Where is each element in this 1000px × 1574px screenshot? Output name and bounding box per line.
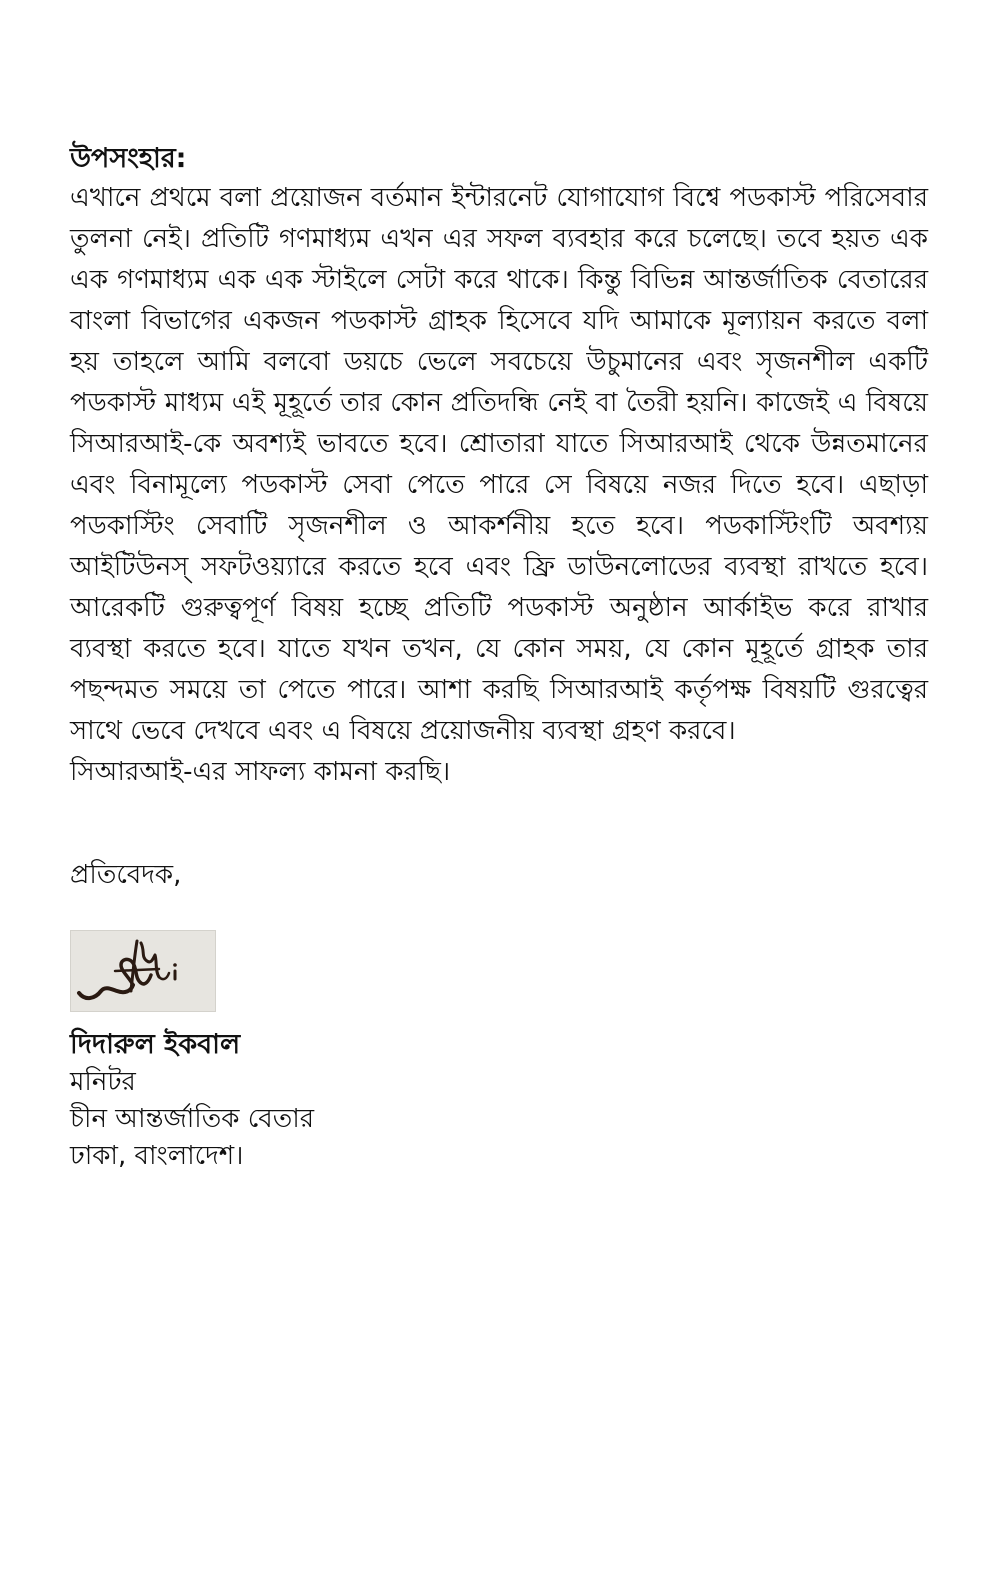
conclusion-paragraph: এখানে প্রথমে বলা প্রয়োজন বর্তমান ইন্টারনেট যোগাযোগ বিশ্বে পডকাস্ট পরিসেবার তুলনা নেই। প্রতিটি গণমাধ্যম এখন এর সফল ব্যবহার করে চলেছে। তবে হয়ত এক এক গণমাধ্যম এক এক স্টাইলে সেটা করে থাকে। কিন্তু বিভিন্ন আন্তর্জাতিক বেতারের বাংলা বিভাগের একজন পডকাস্ট গ্রাহক হিসেবে যদি আমাকে মূল্যায়ন করতে বলা হয় তাহলে আমি বলবো ডয়চে ভেলে সবচেয়ে উচুমানের এবং সৃজনশীল একটি পডকাস্ট মাধ্যম এই মূহূর্তে তার কোন প্রতিদন্ধি নেই বা তৈরী হয়নি। কাজেই এ বিষয়ে সিআরআই-কে অবশ্যই ভাবতে হবে। শ্রোতারা যাতে সিআরআই থেকে উন্নতমানের এবং বিনামূল্যে পডকাস্ট সেবা পেতে পারে সে বিষয়ে নজর দিতে হবে। এছাড়া পডকাস্টিং সেবাটি সৃজনশীল ও আকর্শনীয় হতে হবে। পডকাস্টিংটি অবশ্যয় আইটিউনস্ সফটওয়্যারে করতে হবে এবং ফ্রি ডাউনলোডের ব্যবস্থা রাখতে হবে। আরেকটি গুরুত্বপূর্ণ বিষয় হচ্ছে প্রতিটি পডকাস্ট অনুষ্ঠান আর্কাইভ করে রাখার ব্যবস্থা করতে হবে। যাতে যখন তখন, যে কোন সময়, যে কোন মূহূর্তে গ্রাহক তার পছন্দমত সময়ে তা পেতে পারে। আশা করছি সিআরআই কর্তৃপক্ষ বিষয়টি গুরত্বের সাথে ভেবে দেখবে এবং এ বিষয়ে প্রয়োজনীয় ব্যবস্থা গ্রহণ করবে। bbox=[70, 183, 928, 746]
signature-icon bbox=[71, 931, 215, 1011]
handwritten-signature bbox=[70, 930, 216, 1012]
section-heading: উপসংহার: bbox=[70, 143, 187, 174]
closing-line: সিআরআই-এর সাফল্য কামনা করছি। bbox=[70, 757, 451, 787]
signer-location: ঢাকা, বাংলাদেশ। bbox=[70, 1141, 244, 1171]
signer-name: দিদারুল ইকবাল bbox=[70, 1029, 241, 1060]
signer-role: মনিটর bbox=[70, 1067, 136, 1097]
signer-organization: চীন আন্তর্জাতিক বেতার bbox=[70, 1104, 315, 1134]
report-page bbox=[70, 140, 928, 1175]
signoff-label: প্রতিবেদক, bbox=[70, 860, 182, 890]
